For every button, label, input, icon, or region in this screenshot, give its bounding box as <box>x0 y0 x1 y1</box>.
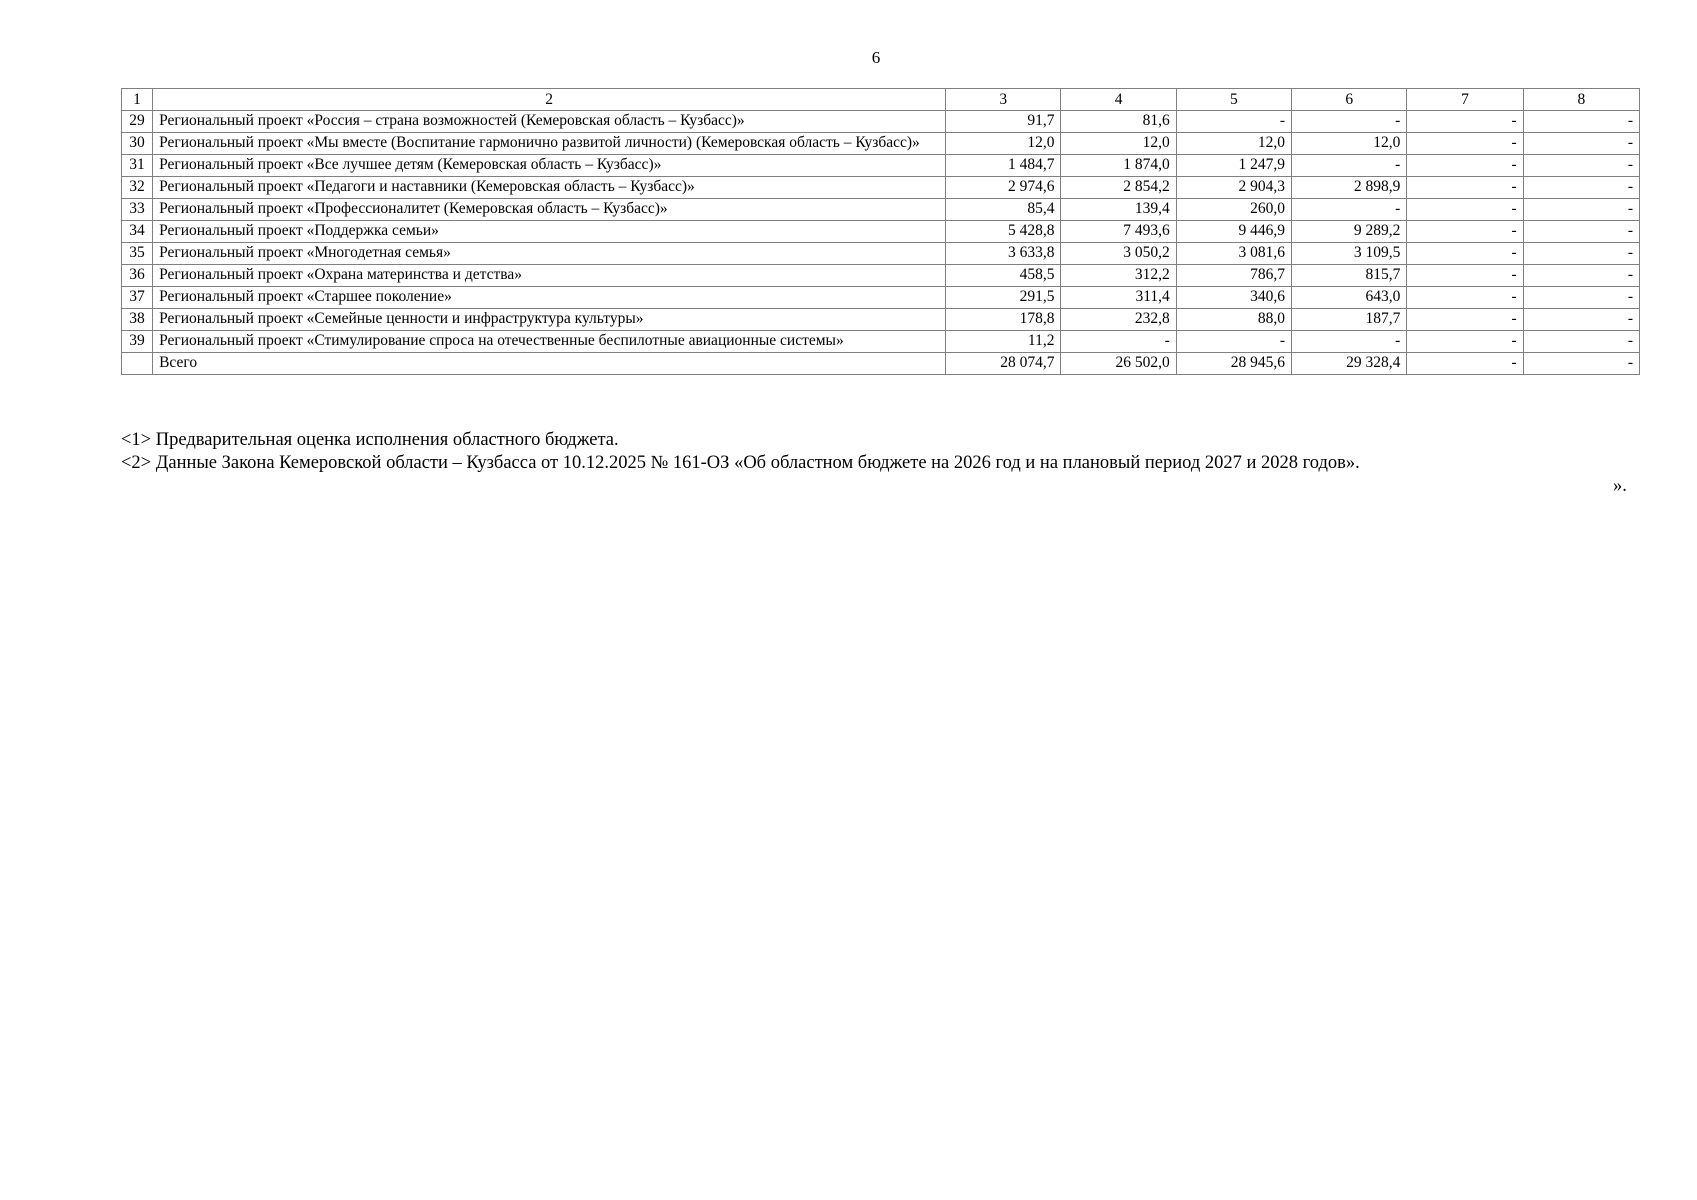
table-row <box>122 177 1640 199</box>
value-cell: - <box>1292 331 1407 353</box>
value-cell: 3 050,2 <box>1061 243 1176 265</box>
value-cell: 2 904,3 <box>1176 177 1291 199</box>
column-header: 5 <box>1176 89 1291 111</box>
table-row <box>122 287 1640 309</box>
value-cell: - <box>1407 199 1523 221</box>
value-cell: 815,7 <box>1292 265 1407 287</box>
value-cell: - <box>1407 287 1523 309</box>
row-number: 31 <box>122 155 153 177</box>
project-name: Региональный проект «Поддержка семьи» <box>153 221 946 243</box>
value-cell: - <box>1523 133 1639 155</box>
value-cell: - <box>1292 111 1407 133</box>
value-cell: 85,4 <box>946 199 1061 221</box>
value-cell: - <box>1407 243 1523 265</box>
value-cell: - <box>1523 221 1639 243</box>
footnote-1: <1> Предварительная оценка исполнения областного бюджета. <box>121 430 619 450</box>
project-name: Региональный проект «Многодетная семья» <box>153 243 946 265</box>
value-cell: - <box>1407 265 1523 287</box>
value-cell: 12,0 <box>946 133 1061 155</box>
project-name: Всего <box>153 353 946 375</box>
value-cell: 1 874,0 <box>1061 155 1176 177</box>
value-cell: 312,2 <box>1061 265 1176 287</box>
value-cell: - <box>1176 111 1291 133</box>
project-name: Региональный проект «Стимулирование спроса на отечественные беспилотные авиационные системы» <box>153 331 946 353</box>
table-row <box>122 155 1640 177</box>
value-cell: - <box>1407 111 1523 133</box>
value-cell: 1 484,7 <box>946 155 1061 177</box>
value-cell: 26 502,0 <box>1061 353 1176 375</box>
table-row <box>122 221 1640 243</box>
value-cell: 3 109,5 <box>1292 243 1407 265</box>
value-cell: 28 945,6 <box>1176 353 1291 375</box>
value-cell: - <box>1407 331 1523 353</box>
value-cell: 786,7 <box>1176 265 1291 287</box>
table-body <box>122 111 1640 375</box>
table-row <box>122 309 1640 331</box>
value-cell: - <box>1523 177 1639 199</box>
value-cell: - <box>1292 199 1407 221</box>
page-number: 6 <box>871 48 881 67</box>
value-cell: - <box>1523 353 1639 375</box>
value-cell: 1 247,9 <box>1176 155 1291 177</box>
value-cell: - <box>1061 331 1176 353</box>
value-cell: 91,7 <box>946 111 1061 133</box>
project-name: Региональный проект «Россия – страна возможностей (Кемеровская область – Кузбасс)» <box>153 111 946 133</box>
project-name: Региональный проект «Старшее поколение» <box>153 287 946 309</box>
column-header: 2 <box>153 89 946 111</box>
value-cell: 11,2 <box>946 331 1061 353</box>
value-cell: 2 974,6 <box>946 177 1061 199</box>
value-cell: 260,0 <box>1176 199 1291 221</box>
project-name: Региональный проект «Педагоги и наставники (Кемеровская область – Кузбасс)» <box>153 177 946 199</box>
row-number: 30 <box>122 133 153 155</box>
value-cell: 232,8 <box>1061 309 1176 331</box>
value-cell: 340,6 <box>1176 287 1291 309</box>
budget-table <box>121 88 1640 375</box>
row-number: 35 <box>122 243 153 265</box>
value-cell: 311,4 <box>1061 287 1176 309</box>
column-header: 4 <box>1061 89 1176 111</box>
value-cell: 28 074,7 <box>946 353 1061 375</box>
value-cell: 458,5 <box>946 265 1061 287</box>
table-header-row <box>122 89 1640 111</box>
value-cell: - <box>1523 111 1639 133</box>
value-cell: 29 328,4 <box>1292 353 1407 375</box>
value-cell: - <box>1407 221 1523 243</box>
row-number: 33 <box>122 199 153 221</box>
value-cell: - <box>1523 309 1639 331</box>
footnotes <box>121 429 1640 475</box>
row-number: 34 <box>122 221 153 243</box>
value-cell: - <box>1407 309 1523 331</box>
value-cell: 291,5 <box>946 287 1061 309</box>
project-name: Региональный проект «Мы вместе (Воспитание гармонично развитой личности) (Кемеровская область – Кузбасс)» <box>153 133 946 155</box>
value-cell: - <box>1523 287 1639 309</box>
value-cell: 12,0 <box>1292 133 1407 155</box>
table-row <box>122 331 1640 353</box>
row-number: 29 <box>122 111 153 133</box>
table-row <box>122 133 1640 155</box>
value-cell: - <box>1407 353 1523 375</box>
value-cell: - <box>1407 133 1523 155</box>
value-cell: - <box>1523 331 1639 353</box>
value-cell: 187,7 <box>1292 309 1407 331</box>
value-cell: 81,6 <box>1061 111 1176 133</box>
table-row <box>122 199 1640 221</box>
row-number <box>122 353 153 375</box>
value-cell: 12,0 <box>1061 133 1176 155</box>
closing-quote-mark: ». <box>1613 476 1627 496</box>
project-name: Региональный проект «Все лучшее детям (Кемеровская область – Кузбасс)» <box>153 155 946 177</box>
column-header: 8 <box>1523 89 1639 111</box>
footnote-2: <2> Данные Закона Кемеровской области – Кузбасса от 10.12.2025 № 161-ОЗ «Об областном бюджете на 2026 год и на плановый период 2027 и 2028 годов». <box>121 453 1360 473</box>
value-cell: - <box>1523 199 1639 221</box>
value-cell: - <box>1292 155 1407 177</box>
row-number: 37 <box>122 287 153 309</box>
value-cell: 7 493,6 <box>1061 221 1176 243</box>
value-cell: - <box>1523 243 1639 265</box>
value-cell: 643,0 <box>1292 287 1407 309</box>
row-number: 38 <box>122 309 153 331</box>
value-cell: - <box>1407 177 1523 199</box>
column-header: 6 <box>1292 89 1407 111</box>
table-row <box>122 111 1640 133</box>
value-cell: 139,4 <box>1061 199 1176 221</box>
row-number: 39 <box>122 331 153 353</box>
table-row <box>122 265 1640 287</box>
value-cell: 178,8 <box>946 309 1061 331</box>
value-cell: - <box>1407 155 1523 177</box>
value-cell: 2 898,9 <box>1292 177 1407 199</box>
row-number: 36 <box>122 265 153 287</box>
value-cell: - <box>1176 331 1291 353</box>
row-number: 32 <box>122 177 153 199</box>
value-cell: 9 446,9 <box>1176 221 1291 243</box>
table-row <box>122 243 1640 265</box>
project-name: Региональный проект «Семейные ценности и инфраструктура культуры» <box>153 309 946 331</box>
column-header: 7 <box>1407 89 1523 111</box>
value-cell: 5 428,8 <box>946 221 1061 243</box>
table-total-row <box>122 353 1640 375</box>
value-cell: 88,0 <box>1176 309 1291 331</box>
project-name: Региональный проект «Профессионалитет (Кемеровская область – Кузбасс)» <box>153 199 946 221</box>
project-name: Региональный проект «Охрана материнства и детства» <box>153 265 946 287</box>
value-cell: 2 854,2 <box>1061 177 1176 199</box>
column-header: 1 <box>122 89 153 111</box>
value-cell: - <box>1523 265 1639 287</box>
value-cell: 12,0 <box>1176 133 1291 155</box>
value-cell: 3 081,6 <box>1176 243 1291 265</box>
column-header: 3 <box>946 89 1061 111</box>
value-cell: 3 633,8 <box>946 243 1061 265</box>
value-cell: 9 289,2 <box>1292 221 1407 243</box>
value-cell: - <box>1523 155 1639 177</box>
